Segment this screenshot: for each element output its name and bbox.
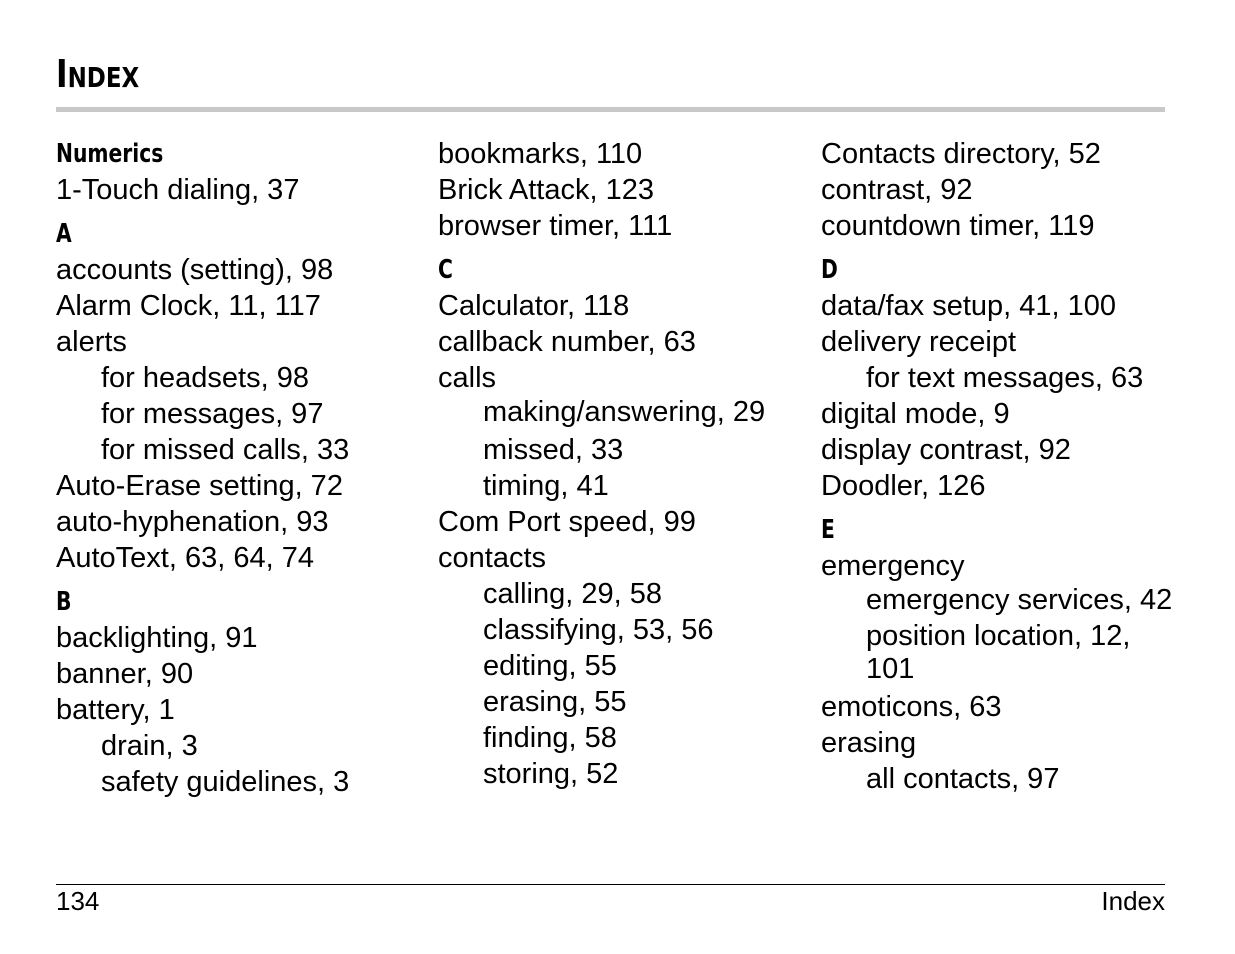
index-entry: 1-Touch dialing, 37	[56, 174, 300, 206]
index-subentry: safety guidelines, 3	[101, 766, 350, 798]
index-entry: emergency	[821, 550, 965, 582]
index-subentry: position location, 12, 101	[866, 620, 1131, 685]
index-column-3	[821, 136, 1181, 797]
index-column-2	[438, 136, 798, 792]
index-entry: Brick Attack, 123	[438, 174, 654, 206]
index-subentry: erasing, 55	[483, 686, 627, 718]
index-entry: Alarm Clock, 11, 117	[56, 290, 321, 322]
index-letter-heading: E	[821, 515, 835, 545]
index-entry: AutoText, 63, 64, 74	[56, 542, 314, 574]
index-subentry: for messages, 97	[101, 398, 324, 430]
index-subentry: making/answering, 29	[483, 396, 766, 428]
index-entry: erasing	[821, 727, 917, 759]
index-entry: display contrast, 92	[821, 434, 1071, 466]
index-letter-heading: A	[56, 219, 72, 249]
index-column-1	[56, 136, 416, 800]
index-entry: Calculator, 118	[438, 290, 630, 322]
index-entry: contacts	[438, 542, 546, 574]
index-entry: countdown timer, 119	[821, 210, 1095, 242]
index-entry: battery, 1	[56, 694, 175, 726]
index-entry: Doodler, 126	[821, 470, 986, 502]
index-subentry: for headsets, 98	[101, 362, 309, 394]
index-letter-heading: C	[438, 255, 453, 285]
index-subentry: storing, 52	[483, 758, 619, 790]
index-subentry: missed, 33	[483, 434, 624, 466]
index-entry: browser timer, 111	[438, 210, 673, 242]
index-entry: auto-hyphenation, 93	[56, 506, 329, 538]
index-entry: alerts	[56, 326, 127, 358]
index-subentry: classifying, 53, 56	[483, 614, 714, 646]
index-entry: bookmarks, 110	[438, 138, 643, 170]
index-entry: banner, 90	[56, 658, 194, 690]
index-subentry: for text messages, 63	[866, 362, 1144, 394]
footer-rule	[56, 884, 1165, 885]
index-subentry: emergency services, 42	[866, 584, 1173, 616]
index-subentry: calling, 29, 58	[483, 578, 662, 610]
page-number: 134	[56, 886, 100, 916]
index-entry: digital mode, 9	[821, 398, 1010, 430]
index-entry: data/fax setup, 41, 100	[821, 290, 1117, 322]
index-letter-heading: D	[821, 255, 838, 285]
index-entry: contrast, 92	[821, 174, 973, 206]
footer-section-title: Index	[1101, 886, 1165, 916]
index-entry: calls	[438, 362, 497, 394]
index-subentry: timing, 41	[483, 470, 609, 502]
index-entry: backlighting, 91	[56, 622, 258, 654]
index-subentry: all contacts, 97	[866, 763, 1060, 795]
title-rule	[56, 107, 1165, 112]
index-letter-heading: B	[56, 587, 72, 617]
index-subentry: finding, 58	[483, 722, 617, 754]
index-subentry: editing, 55	[483, 650, 617, 682]
index-entry: accounts (setting), 98	[56, 254, 334, 286]
index-entry: delivery receipt	[821, 326, 1017, 358]
index-subentry: for missed calls, 33	[101, 434, 350, 466]
index-letter-heading: Numerics	[56, 139, 164, 169]
index-entry: Auto-Erase setting, 72	[56, 470, 343, 502]
index-entry: emoticons, 63	[821, 691, 1002, 723]
title-initial: I	[56, 52, 68, 96]
title-rest: NDEX	[67, 61, 140, 94]
index-subentry: drain, 3	[101, 730, 198, 762]
index-entry: Contacts directory, 52	[821, 138, 1101, 170]
index-entry: callback number, 63	[438, 326, 696, 358]
page-title	[56, 52, 139, 100]
index-entry: Com Port speed, 99	[438, 506, 696, 538]
